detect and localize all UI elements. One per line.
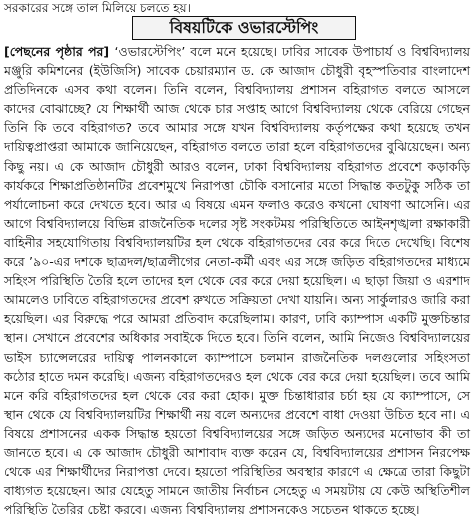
article-body — [4, 42, 471, 518]
previous-article-last-line: সরকারের সঙ্গে তাল মিলিয়ে চলতে হয়। — [4, 1, 191, 15]
article-headline: বিষয়টিকে ওভারস্টেপিং — [169, 17, 319, 37]
article-text: ‘ওভারস্টেপিং’ বলে মনে হয়েছে। ঢাবির সাবেক উপাচার্য ও বিশ্ববিদ্যালয় মঞ্জুরি কমিশনের (ইউজিসি) সাবেক চেয়ারম্যান ড. কে আজাদ চৌধুরী বৃহস্পতিবার বাংলাদেশ প্রতিদিনকে এসব কথা বলেন। তিনি বলেন, বিশ্ববিদ্যালয় প্রশাসন বহিরাগত বলতে আসলে কাদের বোঝাচ্ছে? যে শিক্ষার্থী আজ থেকে চার সপ্তাহ আগে বিশ্ববিদ্যালয় থেকে বেরিয়ে গেছেন তিনি কি তবে বহিরাগত? তবে আমার সঙ্গে যখন বিশ্ববিদ্যালয় কর্তৃপক্ষের কথা হয়েছে তখন দায়িত্বপ্রাপ্তরা আমাকে জানিয়েছেন, বহিরাগত বলতে তারা হলে বহিরাগতদের বুঝিয়েছেন। অন্য কিছু নয়। এ কে আজাদ চৌধুরী আরও বলেন, ঢাকা বিশ্ববিদ্যালয় বহিরাগত প্রবেশে কড়াকড়ি কার্যকরে শিক্ষাপ্রতিষ্ঠানটির প্রবেশমুখে নিরাপত্তা চৌকি বসানোর মতো সিদ্ধান্ত কতটুকু সঠিক তা পর্যালোচনা করে দেখতে হবে। আর এ বিষয়ে এমন ফলাও করেও কখনো ঘোষণা আসেনি। এর আগে বিশ্ববিদ্যালয়ে বিভিন্ন রাজনৈতিক দলের সৃষ্ট সংকটময় পরিস্থিতিতে আইনশৃঙ্খলা রক্ষাকারী বাহিনীর সহযোগিতায় বিশ্ববিদ্যালয়টির হল থেকে বহিরাগতদের বের করে দিতে দেখেছি। বিশেষ করে ’৯০-এর দশকে ছাত্রদল/ছাত্রলীগের নেতা-কর্মী এবং এর সঙ্গে জড়িত বহিরাগতদের মাধ্যমে সহিংস পরিস্থিতি তৈরি হলে তাদের হল থেকে বের করে দেয়া হয়েছিল। এ ছাড়া জিয়া ও এরশাদ আমলেও ঢাবিতে বহিরাগতদের প্রবেশ রুখতে সক্রিয়তা দেখা যায়নি। অন্য সার্কুলারও জারি করা হয়েছিল। এর বিরুদ্ধে পরে আমরা প্রতিবাদ করেছিলাম। কারণ, ঢাবি ক্যাম্পাস একটি মুক্তচিন্তার স্থান। সেখানে প্রবেশের অধিকার সবাইকে দিতে হবে। তিনি বলেন, আমি নিজেও বিশ্ববিদ্যালয়ের ভাইস চ্যান্সেলরের দায়িত্ব পালনকালে ক্যাম্পাসে চলমান রাজনৈতিক দলগুলোর সহিংসতা কঠোর হাতে দমন করেছি। এজন্য বহিরাগতদেরও হল থেকে বের করে দেয়া হয়েছিল। তবে আমি মনে করি বহিরাগতদের হল থেকে বের করা হোক। মুক্ত চিন্তাধারার চর্চা হয় যে ক্যাম্পাসে, সে স্থান থেকে যে বিশ্ববিদ্যালয়টির শিক্ষার্থী নয় বলে অন্যদের প্রবেশে বাধা দেওয়া উচিত হবে না। এ বিষয়ে প্রশাসনের একক সিদ্ধান্ত হয়তো বিশ্ববিদ্যালয়ের সঙ্গে জড়িত অন্যদের মনোভাব কী তা জানতে হবে। এ কে আজাদ চৌধুরী আশাবাদ ব্যক্ত করেন যে, বিশ্ববিদ্যালয়ের প্রশাসন নিরপেক্ষ থেকে এর শিক্ষার্থীদের নিরাপত্তা দেবে। হয়তো পরিস্থিতির অবস্থার কারণে এ ক্ষেত্রে তারা কিছুটা বাধ্যগত হয়েছেন। আর যেহেতু সামনে জাতীয় নির্বাচন সেহেতু এ সময়টায় যে কেউ অস্থিতিশীল পরিস্থিতি তৈরির চেষ্টা করবে। এজন্য বিশ্ববিদ্যালয় প্রশাসনকেও সচেতন থাকতে হচ্ছে। — [4, 44, 471, 518]
headline-box — [132, 16, 356, 40]
continued-from-label: [পেছনের পৃষ্ঠার পর] — [4, 44, 115, 59]
